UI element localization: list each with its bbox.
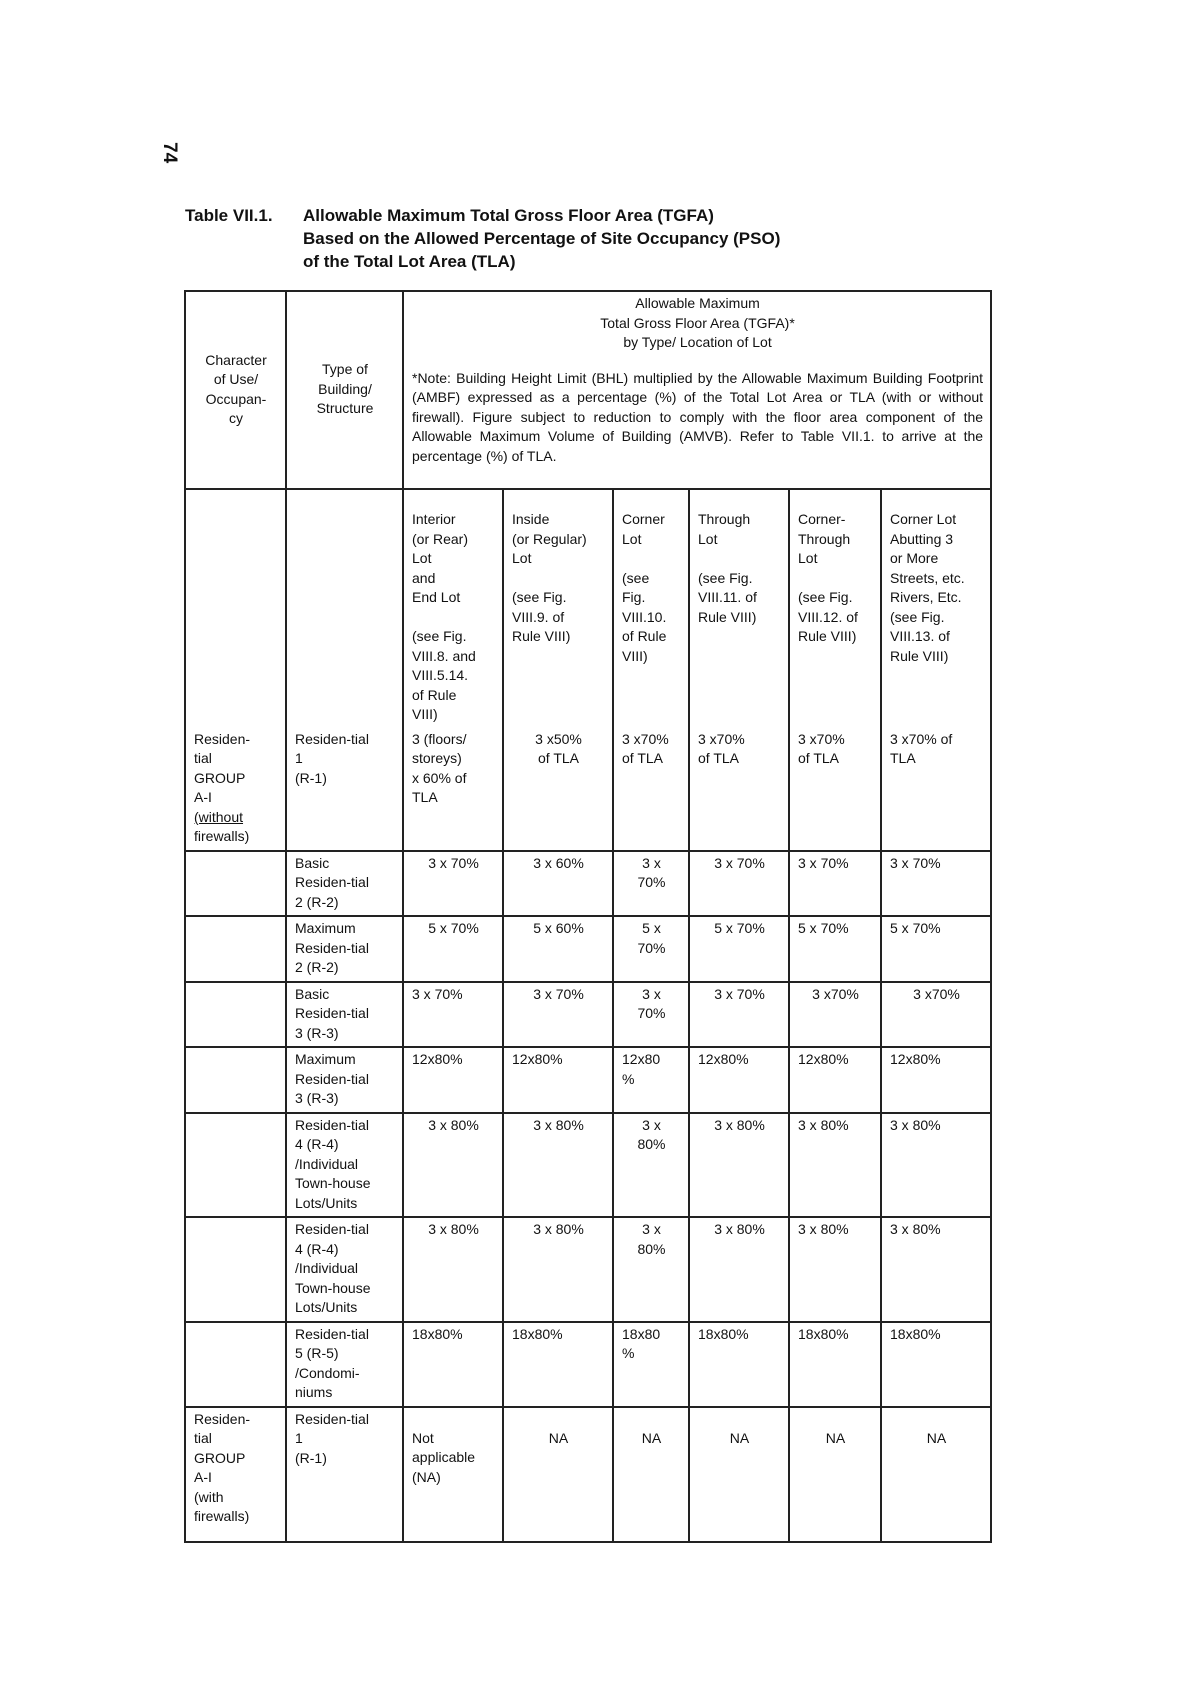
building-type: Maximum Residen-tial 2 (R-2) — [286, 916, 403, 982]
value-cell: 3 x 70% — [613, 982, 689, 1048]
table-title — [185, 204, 780, 273]
lot-type-row — [185, 489, 991, 728]
value-cell: 18x80% — [403, 1322, 503, 1407]
table-row — [185, 1407, 991, 1542]
empty-cell — [185, 982, 286, 1048]
tgfa-note: *Note: Building Height Limit (BHL) multiplied by the Allowable Maximum Building Footprint (AMBF) expressed as a percentage (%) of the Total Lot Area or TLA (with or without firewall). Figure subject to reduction to comply with the floor area component of the Allowable Maximum Volume of Building (AMVB). Refer to Table VII.1. to arrive at the percentage (%) of TLA. — [412, 369, 984, 464]
value-cell: 5 x 60% — [503, 916, 613, 982]
title-line-2: Based on the Allowed Percentage of Site Occupancy (PSO) — [303, 229, 781, 248]
empty-cell — [185, 1047, 286, 1113]
lot-type-through: Through Lot (see Fig. VIII.11. of Rule VIII) — [689, 489, 789, 728]
value-cell: 3 x 80% — [689, 1217, 789, 1322]
value-cell: Not applicable (NA) — [403, 1407, 503, 1542]
empty-cell — [286, 489, 403, 728]
value-cell: 3 x 80% — [403, 1217, 503, 1322]
value-cell: NA — [881, 1407, 991, 1542]
tgfa-heading: Allowable Maximum Total Gross Floor Area (TGFA)* by Type/ Location of Lot — [600, 295, 795, 350]
value-cell: 3 x70% — [881, 982, 991, 1048]
value-cell: 3 x 80% — [403, 1113, 503, 1218]
value-cell: 3 x 80% — [881, 1217, 991, 1322]
value-cell: 3 x 70% — [881, 851, 991, 917]
table-row — [185, 1322, 991, 1407]
value-cell: 18x80 % — [613, 1322, 689, 1407]
building-type: Maximum Residen-tial 3 (R-3) — [286, 1047, 403, 1113]
value-cell: 5 x 70% — [613, 916, 689, 982]
value-cell: 3 x 80% — [613, 1113, 689, 1218]
value-cell: 12x80% — [689, 1047, 789, 1113]
value-cell: 18x80% — [881, 1322, 991, 1407]
header-row — [185, 291, 991, 489]
table-row — [185, 1047, 991, 1113]
value-cell: 3 x 70% — [689, 982, 789, 1048]
empty-cell — [185, 489, 286, 728]
value-cell: 3 x 70% — [503, 982, 613, 1048]
value-cell: 12x80% — [503, 1047, 613, 1113]
value-cell: 3 x 70% — [403, 851, 503, 917]
table-label: Table VII.1. — [185, 206, 273, 225]
table-row — [185, 1217, 991, 1322]
page-number: 74 — [159, 142, 180, 164]
value-cell: 18x80% — [789, 1322, 881, 1407]
building-type: Residen-tial 4 (R-4) /Individual Town-house Lots/Units — [286, 1113, 403, 1218]
header-tgfa — [403, 291, 991, 489]
value-cell: 3 x 70% — [789, 851, 881, 917]
value-cell: 3 x 80% — [503, 1217, 613, 1322]
value-cell: 5 x 70% — [403, 916, 503, 982]
title-line-3: of the Total Lot Area (TLA) — [303, 252, 516, 271]
value-cell: 12x80% — [881, 1047, 991, 1113]
building-type: Residen-tial 4 (R-4) /Individual Town-house Lots/Units — [286, 1217, 403, 1322]
table-row — [185, 728, 991, 851]
value-cell: NA — [689, 1407, 789, 1542]
value-cell: 3 x70% of TLA — [789, 728, 881, 851]
value-cell: 5 x 70% — [881, 916, 991, 982]
value-cell: 3 x 80% — [503, 1113, 613, 1218]
value-cell: 3 x 80% — [789, 1217, 881, 1322]
value-cell: 3 x70% — [789, 982, 881, 1048]
value-cell: 3 x 70% — [403, 982, 503, 1048]
value-cell: 3 x 70% — [689, 851, 789, 917]
without-underlined: (without — [194, 808, 244, 825]
value-cell: 3 x70% of TLA — [613, 728, 689, 851]
value-cell: NA — [789, 1407, 881, 1542]
value-cell: 3 (floors/ storeys) x 60% of TLA — [403, 728, 503, 851]
group-a1-with-firewalls: Residen- tial GROUP A-I (with firewalls) — [185, 1407, 286, 1542]
lot-type-corner-through: Corner- Through Lot (see Fig. VIII.12. of Rule VIII) — [789, 489, 881, 728]
empty-cell — [185, 1322, 286, 1407]
lot-type-corner-multiple: Corner Lot Abutting 3 or More Streets, etc. Rivers, Etc. (see Fig. VIII.13. of Rule VIII) — [881, 489, 991, 728]
value-cell: 3 x 80% — [613, 1217, 689, 1322]
header-type-of-building: Type of Building/ Structure — [286, 291, 403, 489]
value-cell: 3 x70% of TLA — [689, 728, 789, 851]
building-type: Residen-tial 1 (R-1) — [286, 728, 403, 851]
table-row — [185, 1113, 991, 1218]
value-cell: NA — [503, 1407, 613, 1542]
tgfa-table — [184, 290, 992, 1543]
value-cell: 3 x 70% — [613, 851, 689, 917]
lot-type-inside: Inside (or Regular) Lot (see Fig. VIII.9. of Rule VIII) — [503, 489, 613, 728]
value-cell: 3 x 80% — [789, 1113, 881, 1218]
value-cell: 18x80% — [689, 1322, 789, 1407]
value-cell: 3 x 80% — [689, 1113, 789, 1218]
value-cell: 3 x 80% — [881, 1113, 991, 1218]
value-cell: 18x80% — [503, 1322, 613, 1407]
building-type: Residen-tial 1 (R-1) — [286, 1407, 403, 1542]
table-row — [185, 982, 991, 1048]
title-line-1: Allowable Maximum Total Gross Floor Area (TGFA) — [303, 206, 714, 225]
value-cell: 3 x 60% — [503, 851, 613, 917]
empty-cell — [185, 916, 286, 982]
empty-cell — [185, 851, 286, 917]
group-a1-without-firewalls: Residen- tial GROUP A-I (without firewalls) — [185, 728, 286, 851]
value-cell: 5 x 70% — [789, 916, 881, 982]
value-cell: 5 x 70% — [689, 916, 789, 982]
empty-cell — [185, 1217, 286, 1322]
building-type: Basic Residen-tial 3 (R-3) — [286, 982, 403, 1048]
empty-cell — [185, 1113, 286, 1218]
value-cell: 3 x70% of TLA — [881, 728, 991, 851]
value-cell: 3 x50% of TLA — [503, 728, 613, 851]
building-type: Residen-tial 5 (R-5) /Condomi- niums — [286, 1322, 403, 1407]
table-row — [185, 916, 991, 982]
table-row — [185, 851, 991, 917]
value-cell: 12x80 % — [613, 1047, 689, 1113]
value-cell: 12x80% — [403, 1047, 503, 1113]
value-cell: 12x80% — [789, 1047, 881, 1113]
building-type: Basic Residen-tial 2 (R-2) — [286, 851, 403, 917]
lot-type-corner: Corner Lot (see Fig. VIII.10. of Rule VIII) — [613, 489, 689, 728]
value-cell: NA — [613, 1407, 689, 1542]
lot-type-interior: Interior (or Rear) Lot and End Lot (see Fig. VIII.8. and VIII.5.14. of Rule VIII) — [403, 489, 503, 728]
header-character-of-use: Character of Use/ Occupan- cy — [185, 291, 286, 489]
